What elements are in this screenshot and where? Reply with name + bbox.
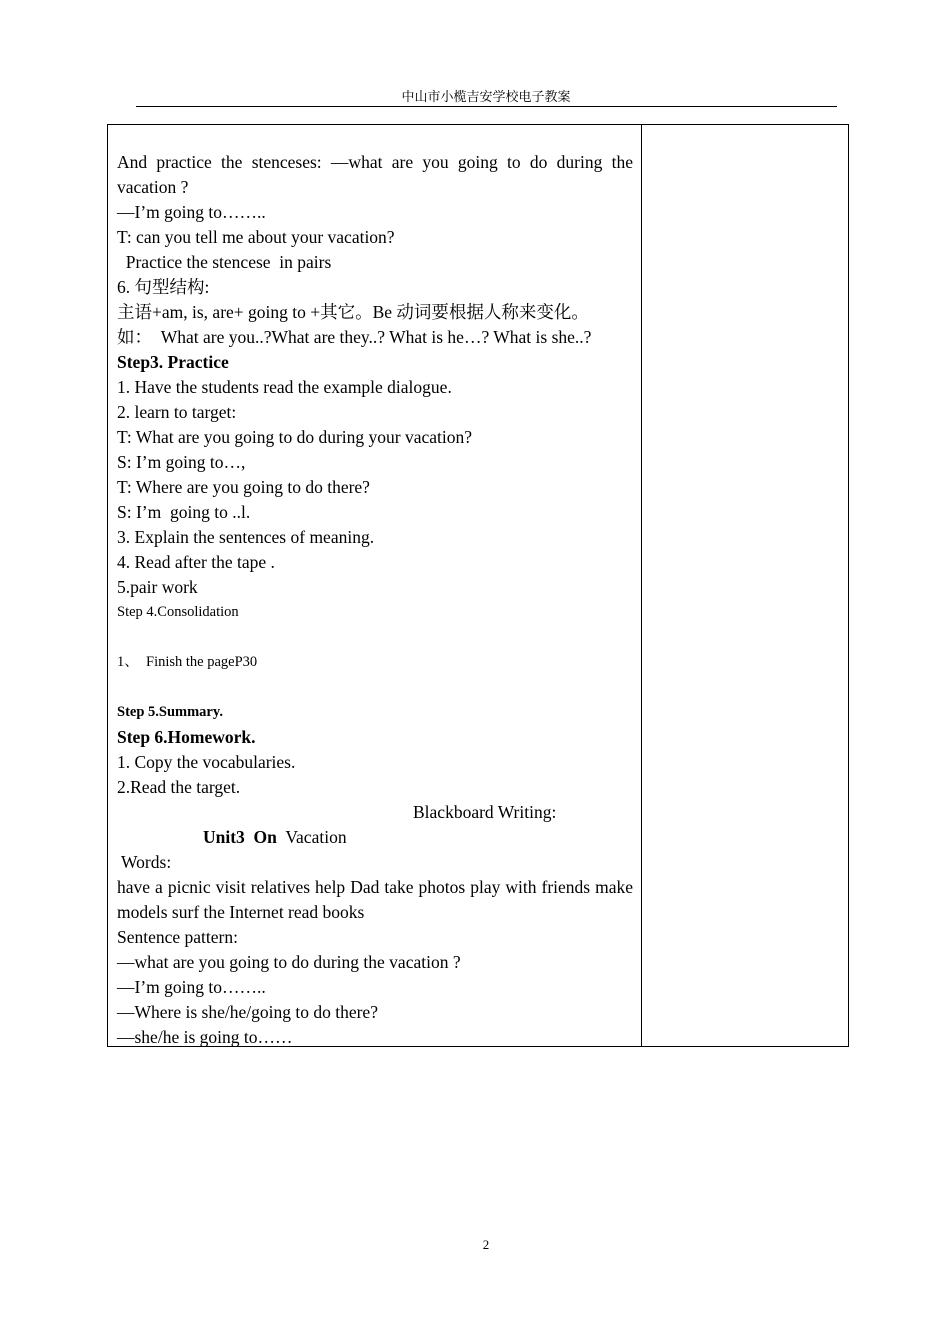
pair-practice-line: Practice the stencese in pairs [117,252,332,272]
step6-heading: Step 6.Homework. [117,727,256,747]
step4-heading: Step 4.Consolidation [117,604,239,620]
unit-number: Unit3 On [203,827,277,847]
unit-topic: Vacation [285,827,347,847]
vocabulary-list: have a picnic visit relatives help Dad take photos play with friends make models surf the Internet read books [117,877,633,922]
blank-spacer [117,675,633,700]
sentence-pattern-line: —what are you going to do during the vacation ? [117,952,461,972]
lesson-content-cell [117,150,633,1050]
teacher-question-line: T: can you tell me about your vacation? [117,227,395,247]
homework-item-2: 2.Read the target. [117,777,241,797]
homework-item-1: 1. Copy the vocabularies. [117,752,296,772]
practice-sentences-intro: And practice the stenceses: —what are you going to do during the vacation ? [117,152,633,197]
blackboard-writing-heading: Blackboard Writing: [413,802,557,822]
page-number: 2 [482,1237,490,1252]
dialogue-line: T: What are you going to do during your vacation? [117,427,473,447]
step3-item-2: 2. learn to target: [117,402,237,422]
sentence-structure-heading: 6. 句型结构: [117,277,210,297]
step3-item-1: 1. Have the students read the example dialogue. [117,377,452,397]
dialogue-answer-line: —I’m going to…….. [117,202,266,222]
notes-cell [642,125,848,1046]
sentence-structure-rule: 主语+am, is, are+ going to +其它。Be 动词要根据人称来变化。 [117,302,589,322]
words-heading: Words: [117,852,172,872]
step3-heading: Step3. Practice [117,352,229,372]
dialogue-line: T: Where are you going to do there? [117,477,370,497]
blank-spacer [117,625,633,650]
sentence-pattern-line: —she/he is going to…… [117,1027,293,1047]
step4-item-1: 1、 Finish the pageP30 [117,654,258,670]
header-rule [136,106,837,107]
dialogue-line: S: I’m going to ..l. [117,502,251,522]
step5-heading: Step 5.Summary. [117,704,223,720]
document-header-title: 中山市小榄吉安学校电子教案 [401,89,571,104]
sentence-structure-examples: 如： What are you..?What are they..? What is he…? What is she..? [117,327,592,347]
sentence-pattern-heading: Sentence pattern: [117,927,238,947]
dialogue-line: S: I’m going to…, [117,452,246,472]
step3-item-5: 5.pair work [117,577,198,597]
sentence-pattern-line: —I’m going to…….. [117,977,266,997]
sentence-pattern-line: —Where is she/he/going to do there? [117,1002,378,1022]
step3-item-3: 3. Explain the sentences of meaning. [117,527,375,547]
step3-item-4: 4. Read after the tape . [117,552,275,572]
blackboard-unit-title [117,825,633,850]
lesson-plan-table [107,124,849,1047]
